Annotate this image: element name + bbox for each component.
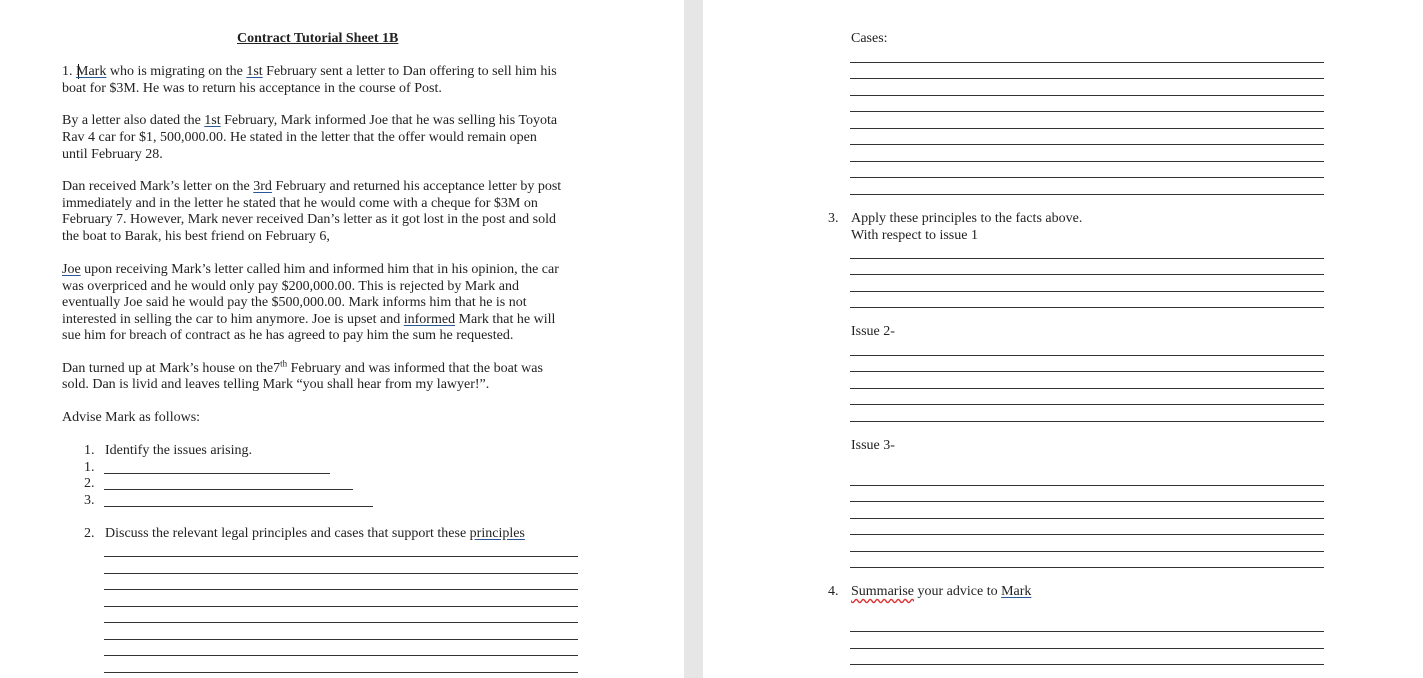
issue-1-answer-line[interactable] <box>850 258 1324 259</box>
question-3-text: Apply these principles to the facts above. <box>851 211 1083 226</box>
advice-answer-line[interactable] <box>850 631 1324 632</box>
document-title: Contract Tutorial Sheet 1B <box>237 31 399 46</box>
question-3-subtext: With respect to issue 1 <box>851 228 978 243</box>
paragraph-3-line-3: February 7. However, Mark never received Dan’s letter as it got lost in the post and sold <box>62 212 556 227</box>
cases-answer-line[interactable] <box>850 78 1324 79</box>
question-2-answer-line[interactable] <box>104 639 578 640</box>
cases-answer-line[interactable] <box>850 111 1324 112</box>
question-1-number: 1. <box>84 443 95 458</box>
paragraph-4-line-5: sue him for breach of contract as he has agreed to pay him the sum he requested. <box>62 328 514 343</box>
paragraph-5-line-2: sold. Dan is livid and leaves telling Mark “you shall hear from my lawyer!”. <box>62 377 490 392</box>
cases-answer-line[interactable] <box>850 194 1324 195</box>
question-2-number: 2. <box>84 526 95 541</box>
question-1-text: Identify the issues arising. <box>105 443 252 458</box>
paragraph-4-line-4: interested in selling the car to him anymore. Joe is upset and informed Mark that he will <box>62 312 556 327</box>
issue-number-2: 2. <box>84 476 95 491</box>
issue-2-label: Issue 2- <box>851 324 895 339</box>
issue-number-1: 1. <box>84 460 95 475</box>
question-2-answer-line[interactable] <box>104 573 578 574</box>
paragraph-3-line-2: immediately and in the letter he stated that he would come with a cheque for $3M on <box>62 196 538 211</box>
issue-1-answer-line[interactable] <box>850 307 1324 308</box>
issue-2-answer-line[interactable] <box>850 388 1324 389</box>
paragraph-2-line-1: By a letter also dated the 1st February, Mark informed Joe that he was selling his Toyota <box>62 113 558 128</box>
cases-answer-line[interactable] <box>850 62 1324 63</box>
paragraph-4-line-3: eventually Joe said he would pay the $500,000.00. Mark informs him that he is not <box>62 295 527 310</box>
paragraph-2-line-2: Rav 4 car for $1, 500,000.00. He stated in the letter that the offer would remain open <box>62 130 537 145</box>
question-2-answer-line[interactable] <box>104 606 578 607</box>
paragraph-4-line-2: was overpriced and he would only pay $200,000.00. This is rejected by Mark and <box>62 279 519 294</box>
question-3-number: 3. <box>828 211 839 226</box>
cases-answer-line[interactable] <box>850 161 1324 162</box>
issue-1-answer-line[interactable] <box>850 274 1324 275</box>
cases-answer-line[interactable] <box>850 128 1324 129</box>
issue-3-answer-line[interactable] <box>850 518 1324 519</box>
paragraph-1-line-2: boat for $3M. He was to return his acceptance in the course of Post. <box>62 81 442 96</box>
issue-2-answer-line[interactable] <box>850 404 1324 405</box>
question-4-number: 4. <box>828 584 839 599</box>
question-2-answer-line[interactable] <box>104 589 578 590</box>
issue-3-label: Issue 3- <box>851 438 895 453</box>
paragraph-3-line-1: Dan received Mark’s letter on the 3rd February and returned his acceptance letter by post <box>62 179 562 194</box>
cases-label: Cases: <box>851 31 888 46</box>
advise-heading: Advise Mark as follows: <box>62 410 201 425</box>
issue-2-answer-line[interactable] <box>850 371 1324 372</box>
issue-3-answer-line[interactable] <box>850 567 1324 568</box>
issue-2-answer-line[interactable] <box>850 421 1324 422</box>
issue-number-3: 3. <box>84 493 95 508</box>
paragraph-3-line-4: the boat to Barak, his best friend on February 6, <box>62 229 330 244</box>
document-page-left[interactable] <box>0 0 684 678</box>
issue-3-answer-line[interactable] <box>850 485 1324 486</box>
document-page-right[interactable] <box>703 0 1423 678</box>
paragraph-1-line-1: 1. Mark who is migrating on the 1st February sent a letter to Dan offering to sell him his <box>62 64 557 79</box>
question-2-answer-line[interactable] <box>104 622 578 623</box>
advice-answer-line[interactable] <box>850 648 1324 649</box>
issue-1-answer-line[interactable] <box>850 291 1324 292</box>
cases-answer-line[interactable] <box>850 144 1324 145</box>
paragraph-4-line-1: Joe upon receiving Mark’s letter called him and informed him that in his opinion, the car <box>62 262 559 277</box>
issue-3-answer-line[interactable] <box>850 551 1324 552</box>
cases-answer-line[interactable] <box>850 95 1324 96</box>
question-2-answer-line[interactable] <box>104 672 578 673</box>
issue-2-answer-line[interactable] <box>850 355 1324 356</box>
issue-1-answer-line[interactable] <box>104 473 330 474</box>
paragraph-2-line-3: until February 28. <box>62 147 163 162</box>
issue-2-answer-line[interactable] <box>104 489 353 490</box>
issue-3-answer-line[interactable] <box>850 501 1324 502</box>
cases-answer-line[interactable] <box>850 177 1324 178</box>
issue-3-answer-line[interactable] <box>850 534 1324 535</box>
paragraph-5-line-1: Dan turned up at Mark’s house on the7th February and was informed that the boat was <box>62 358 543 376</box>
question-2-answer-line[interactable] <box>104 556 578 557</box>
question-2-answer-line[interactable] <box>104 655 578 656</box>
advice-answer-line[interactable] <box>850 664 1324 665</box>
question-2-text: Discuss the relevant legal principles and cases that support these principles <box>105 526 525 541</box>
issue-3-answer-line[interactable] <box>104 506 373 507</box>
question-4-text: Summarise your advice to Mark <box>851 584 1032 599</box>
